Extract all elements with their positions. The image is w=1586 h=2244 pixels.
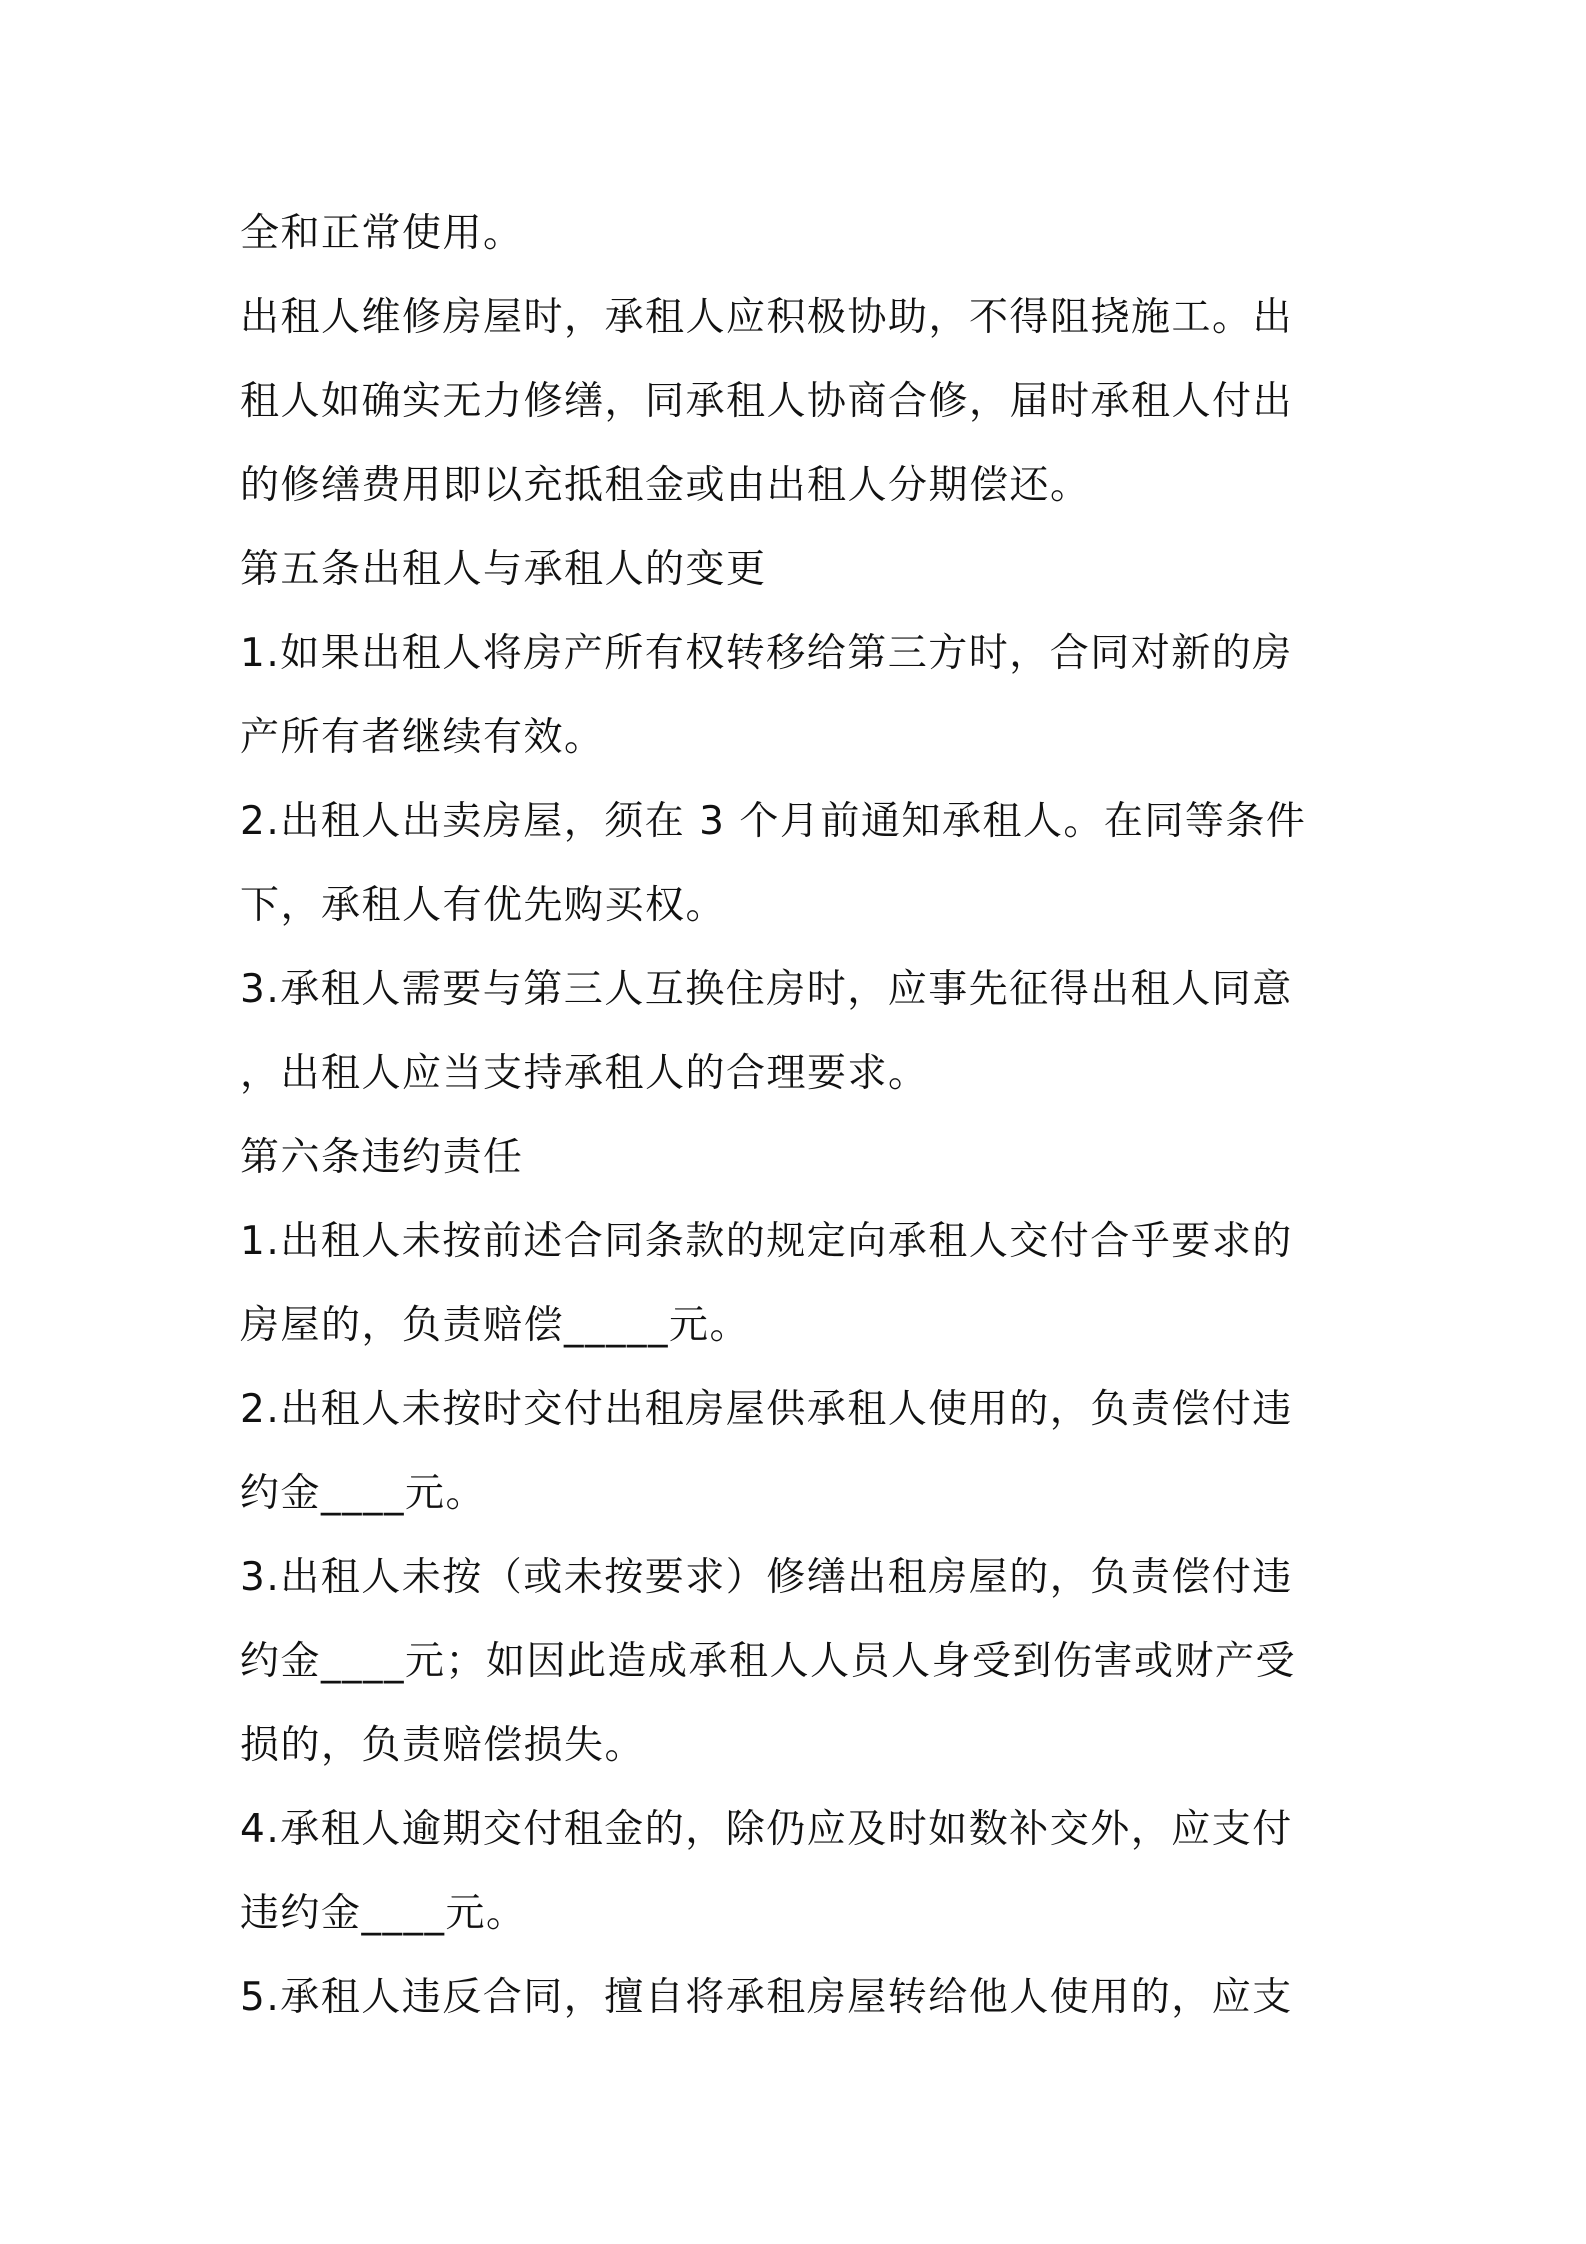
- text-line: 的修缮费用即以充抵租金或由出租人分期偿还。: [240, 463, 1091, 508]
- text-line: 1.如果出租人将房产所有权转移给第三方时，合同对新的房: [240, 631, 1293, 676]
- text-line: 1.出租人未按前述合同条款的规定向承租人交付合乎要求的: [240, 1219, 1293, 1264]
- text-line: 出租人维修房屋时，承租人应积极协助，不得阻挠施工。出: [240, 295, 1294, 340]
- text-line: 约金____元；如因此造成承租人人员人身受到伤害或财产受: [240, 1639, 1297, 1684]
- text-line: 违约金____元。: [240, 1891, 527, 1936]
- text-line: 损的，负责赔偿损失。: [240, 1723, 646, 1768]
- text-line: 3.出租人未按（或未按要求）修缮出租房屋的，负责偿付违: [240, 1555, 1293, 1600]
- text-line: 下，承租人有优先购买权。: [240, 883, 727, 928]
- section-heading: 第五条出租人与承租人的变更: [240, 547, 767, 592]
- text-line: 3.承租人需要与第三人互换住房时，应事先征得出租人同意: [240, 967, 1293, 1012]
- document-body: [240, 192, 1370, 2040]
- text-line: 2.出租人未按时交付出租房屋供承租人使用的，负责偿付违: [240, 1387, 1293, 1432]
- section-heading: 第六条违约责任: [240, 1135, 524, 1180]
- text-line: 5.承租人违反合同，擅自将承租房屋转给他人使用的，应支: [240, 1975, 1293, 2020]
- text-line: 约金____元。: [240, 1471, 487, 1516]
- text-line: ，出租人应当支持承租人的合理要求。: [240, 1051, 929, 1096]
- text-line: 4.承租人逾期交付租金的，除仍应及时如数补交外，应支付: [240, 1807, 1293, 1852]
- text-line: 产所有者继续有效。: [240, 715, 605, 760]
- text-line: 房屋的，负责赔偿_____元。: [240, 1303, 751, 1348]
- text-line: 租人如确实无力修缮，同承租人协商合修，届时承租人付出: [240, 379, 1294, 424]
- text-line: 全和正常使用。: [240, 211, 524, 256]
- text-line: 2.出租人出卖房屋，须在 3 个月前通知承租人。在同等条件: [240, 799, 1307, 844]
